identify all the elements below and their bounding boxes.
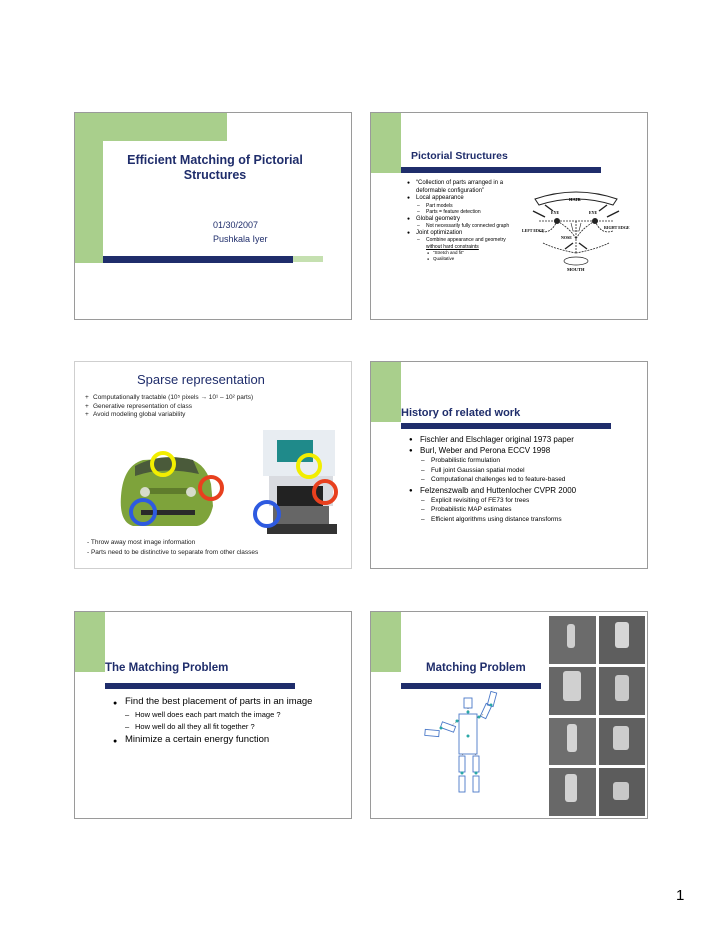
sub-bullet bbox=[407, 237, 519, 250]
history-sub-item: – Probabilistic formulation bbox=[409, 456, 645, 466]
matching-item: ● Minimize a certain energy function bbox=[113, 733, 349, 747]
face-parts-diagram bbox=[521, 187, 631, 277]
sub-bullet: – Parts = feature detection bbox=[407, 209, 519, 216]
slide-6-matching-problem bbox=[370, 611, 648, 819]
sub-bullet-text: Combine appearance and geometry bbox=[426, 237, 506, 243]
green-accent-bar bbox=[293, 256, 323, 262]
slide-4-history bbox=[370, 361, 648, 569]
matching-sub-item: – How well do all they all fit together ? bbox=[113, 721, 349, 733]
presentation-title: Efficient Matching of Pictorial Structures bbox=[127, 153, 303, 182]
history-sub-item: – Efficient algorithms using distance transforms bbox=[409, 515, 645, 525]
history-sub-item: – Computational challenges led to feature-based bbox=[409, 475, 645, 485]
title-underline-bar bbox=[401, 167, 601, 173]
example-photo bbox=[549, 768, 596, 816]
bar-dot bbox=[601, 167, 607, 173]
green-side-bar bbox=[371, 612, 401, 672]
presentation-author: Pushkala Iyer bbox=[213, 234, 268, 244]
slide-title: Pictorial Structures bbox=[411, 150, 508, 162]
slide-note: - Throw away most image information bbox=[87, 539, 196, 546]
stick-figure-model bbox=[421, 690, 539, 808]
title-underline-bar bbox=[401, 423, 611, 429]
example-photo bbox=[599, 718, 646, 766]
page-number: 1 bbox=[676, 887, 685, 904]
car-truck-parts-image bbox=[113, 426, 343, 538]
slide-3-sparse-representation bbox=[74, 361, 352, 569]
slide-title: History of related work bbox=[401, 407, 521, 419]
slide-1-title bbox=[74, 112, 352, 320]
example-photo bbox=[549, 718, 596, 766]
title-underline-bar bbox=[401, 683, 541, 689]
sub-sub-bullet: ● Qualitative bbox=[407, 256, 519, 262]
green-accent-bar bbox=[75, 113, 227, 141]
sub-bullet: – Not necessarily fully connected graph bbox=[407, 223, 519, 230]
underlined-text: without hard constraints bbox=[426, 243, 479, 250]
bullet: ● Joint optimization bbox=[407, 230, 519, 238]
example-photo bbox=[599, 768, 646, 816]
slide-5-matching-problem bbox=[74, 611, 352, 819]
example-photo bbox=[599, 616, 646, 664]
sub-sub-bullet: ● “Stretch and fit” bbox=[407, 250, 519, 256]
bullet: ● Global geometry bbox=[407, 216, 519, 224]
history-sub-item: – Probabilistic MAP estimates bbox=[409, 505, 645, 515]
bullet: + Generative representation of class bbox=[85, 403, 345, 412]
bullet: + Computationally tractable (10⁵ pixels → 10¹ – 10² parts) bbox=[85, 394, 345, 403]
green-side-bar bbox=[371, 362, 401, 422]
history-sub-item: – Full joint Gaussian spatial model bbox=[409, 466, 645, 476]
title-underline-bar bbox=[105, 683, 295, 689]
slide-title: Sparse representation bbox=[137, 372, 265, 387]
face-label-hair: HAIR bbox=[569, 197, 581, 202]
example-photo bbox=[549, 616, 596, 664]
example-photo-grid bbox=[549, 616, 645, 816]
face-label-nose: NOSE bbox=[561, 235, 572, 240]
bar-dot bbox=[611, 423, 617, 429]
matching-sub-item: – How well does each part match the image ? bbox=[113, 709, 349, 721]
face-label-eye-left: EYE bbox=[551, 210, 560, 215]
slide-note: - Parts need to be distinctive to separate from other classes bbox=[87, 549, 259, 556]
bullet: ● “Collection of parts arranged in a deformable configuration” bbox=[407, 180, 519, 195]
history-item: ● Felzenszwalb and Huttenlocher CVPR 2000 bbox=[409, 485, 645, 496]
green-side-bar bbox=[371, 113, 401, 173]
face-label-left-edge: LEFT EDGE bbox=[522, 228, 545, 233]
bullet: ● Local appearance bbox=[407, 195, 519, 203]
sub-bullet: – Part models bbox=[407, 203, 519, 210]
face-label-eye-right: EYE bbox=[589, 210, 598, 215]
slide-title: The Matching Problem bbox=[105, 662, 229, 674]
bar-dot bbox=[295, 683, 301, 689]
history-sub-item: – Explicit revisiting of FE73 for trees bbox=[409, 496, 645, 506]
slide-2-pictorial-structures bbox=[370, 112, 648, 320]
face-label-mouth: MOUTH bbox=[567, 267, 585, 272]
presentation-date: 01/30/2007 bbox=[213, 220, 259, 230]
history-item: ● Burl, Weber and Perona ECCV 1998 bbox=[409, 445, 645, 456]
title-underline-bar bbox=[103, 256, 293, 263]
history-item: ● Fischler and Elschlager original 1973 paper bbox=[409, 434, 645, 445]
example-photo bbox=[549, 667, 596, 715]
matching-item: ● Find the best placement of parts in an image bbox=[113, 695, 349, 709]
face-label-right-edge: RIGHT EDGE bbox=[604, 225, 630, 230]
green-side-bar bbox=[75, 612, 105, 672]
slide-title: Matching Problem bbox=[426, 662, 526, 674]
example-photo bbox=[599, 667, 646, 715]
bullet: + Avoid modeling global variability bbox=[85, 411, 345, 420]
